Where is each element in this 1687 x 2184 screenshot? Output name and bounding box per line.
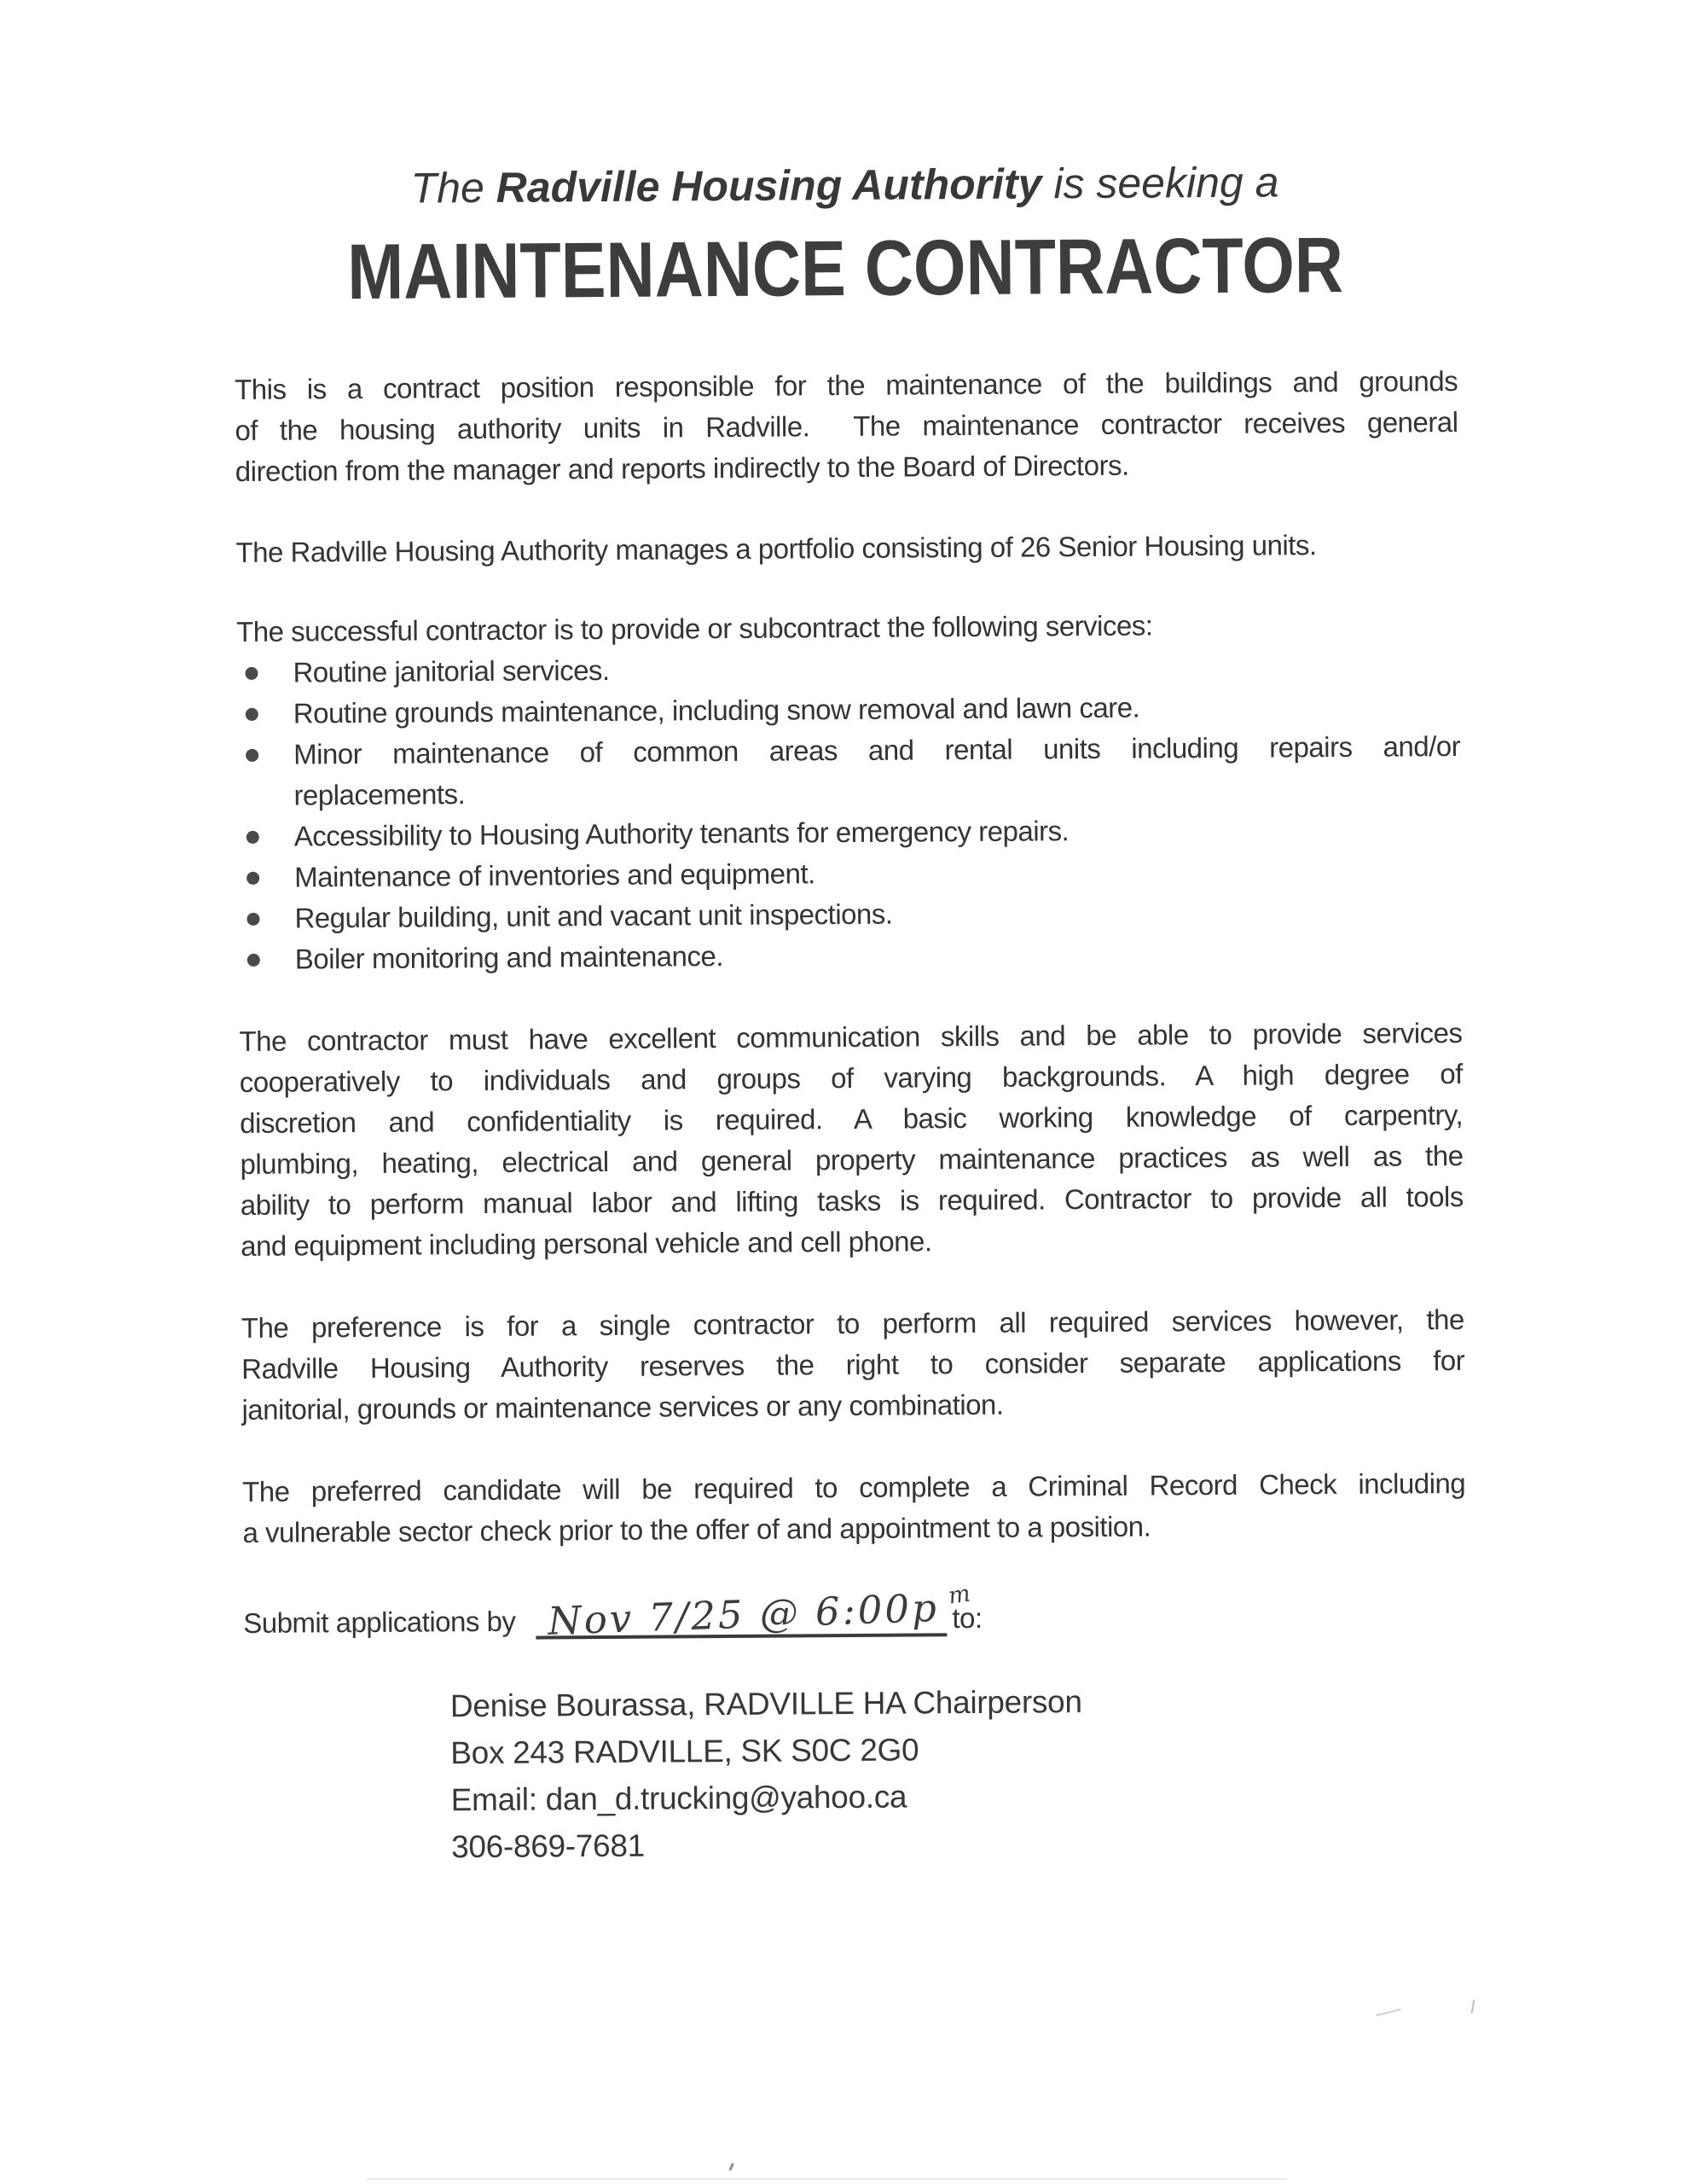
text-line: direction from the manager and reports indirectly to the Board of Directors. (235, 449, 1129, 487)
deadline-underline (536, 1583, 947, 1644)
bullet-marker (237, 694, 293, 735)
record-check-paragraph (242, 1463, 1466, 1554)
scan-edge-line (367, 2178, 1286, 2180)
document-title (233, 151, 1456, 219)
bullet-text: Routine grounds maintenance, including snow removal and lawn care. (293, 691, 1140, 729)
bullet-dot-icon (246, 749, 258, 762)
text-line: discretion and confidentiality is required. A basic working knowledge of carpentry, (240, 1098, 1464, 1139)
text-line: janitorial, grounds or maintenance services or any combination. (241, 1388, 1004, 1426)
portfolio-paragraph (235, 524, 1458, 573)
text-line: cooperatively to individuals and groups of varying backgrounds. A high degree of (239, 1057, 1463, 1098)
text-line: of the housing authority units in Radville. The maintenance contractor receives general (235, 405, 1458, 446)
handwritten-deadline: Nov 7/25 @ 6:00p (547, 1584, 940, 1644)
bullet-text: Boiler monitoring and maintenance. (294, 940, 724, 975)
intro-paragraph (235, 361, 1458, 492)
text-line: The successful contractor is to provide or subcontract the following services: (236, 609, 1153, 648)
contact-line-phone: 306-869-7681 (450, 1827, 646, 1865)
bullet-dot-icon (247, 954, 260, 967)
bullet-text: Routine janitorial services. (293, 653, 610, 688)
bullet-text: Minor maintenance of common areas and rental units including repairs and/or (293, 729, 1461, 770)
text-line: This is a contract position responsible for the maintenance of the buildings and grounds (235, 364, 1458, 405)
contact-block (244, 1676, 1469, 1872)
bullet-text: replacements. (293, 778, 466, 811)
text-line: ability to perform manual labor and lifting tasks is required. Contractor to provide all tools (240, 1180, 1464, 1221)
contact-line-name: Denise Bourassa, RADVILLE HA Chairperson (449, 1684, 1082, 1724)
scan-speck (728, 2163, 736, 2172)
text-line: The contractor must have excellent communication skills and be able to provide services (239, 1016, 1463, 1057)
text-line: a vulnerable sector check prior to the offer of and appointment to a position. (242, 1510, 1151, 1548)
text-line: The preferred candidate will be required to complete a Criminal Record Check including (242, 1467, 1466, 1507)
bullet-marker (239, 939, 295, 980)
bullet-dot-icon (246, 872, 259, 885)
bullet-dot-icon (246, 913, 259, 926)
bullet-marker (236, 653, 293, 694)
bullet-marker (237, 735, 294, 816)
text-line: Radville Housing Authority reserves the right to consider separate applications for (241, 1344, 1465, 1385)
contact-line-email: Email: dan_d.trucking@yahoo.ca (450, 1779, 907, 1818)
title-prefix: The (410, 163, 496, 212)
service-bullet-item (239, 931, 1462, 980)
skills-paragraph (239, 1013, 1464, 1267)
title-suffix: is seeking a (1041, 158, 1279, 208)
scan-speck (1471, 2000, 1478, 2014)
submit-line (243, 1580, 1466, 1653)
bullet-marker (238, 898, 294, 939)
main-heading (234, 222, 1458, 316)
to-label: to: (952, 1601, 983, 1635)
bullet-text: Maintenance of inventories and equipment. (294, 857, 815, 893)
handwritten-superscript-m: m (947, 1580, 972, 1610)
bullet-dot-icon (245, 667, 258, 680)
text-line: The preference is for a single contractor to perform all required services however, the (241, 1303, 1464, 1344)
title-organization-name: Radville Housing Authority (496, 160, 1042, 212)
bullet-marker (238, 816, 294, 857)
bullet-marker (238, 857, 294, 898)
scan-speck (1374, 2002, 1401, 2017)
bullet-dot-icon (246, 831, 259, 844)
preference-paragraph (241, 1299, 1465, 1431)
submit-label: Submit applications by (243, 1605, 516, 1639)
contact-line-address: Box 243 RADVILLE, SK S0C 2G0 (450, 1732, 919, 1771)
bullet-text: Accessibility to Housing Authority tenants for emergency repairs. (293, 815, 1070, 852)
bullet-dot-icon (246, 708, 258, 721)
bullet-text: Regular building, unit and vacant unit inspections. (294, 897, 893, 934)
text-line: and equipment including personal vehicle and cell phone. (241, 1225, 932, 1262)
services-list (236, 644, 1462, 980)
text-line: plumbing, heating, electrical and general property maintenance practices as well as the (240, 1139, 1464, 1180)
text-line: The Radville Housing Authority manages a portfolio consisting of 26 Senior Housing units. (235, 529, 1317, 568)
main-heading-text: MAINTENANCE CONTRACTOR (346, 221, 1344, 317)
service-bullet-item (237, 726, 1461, 816)
